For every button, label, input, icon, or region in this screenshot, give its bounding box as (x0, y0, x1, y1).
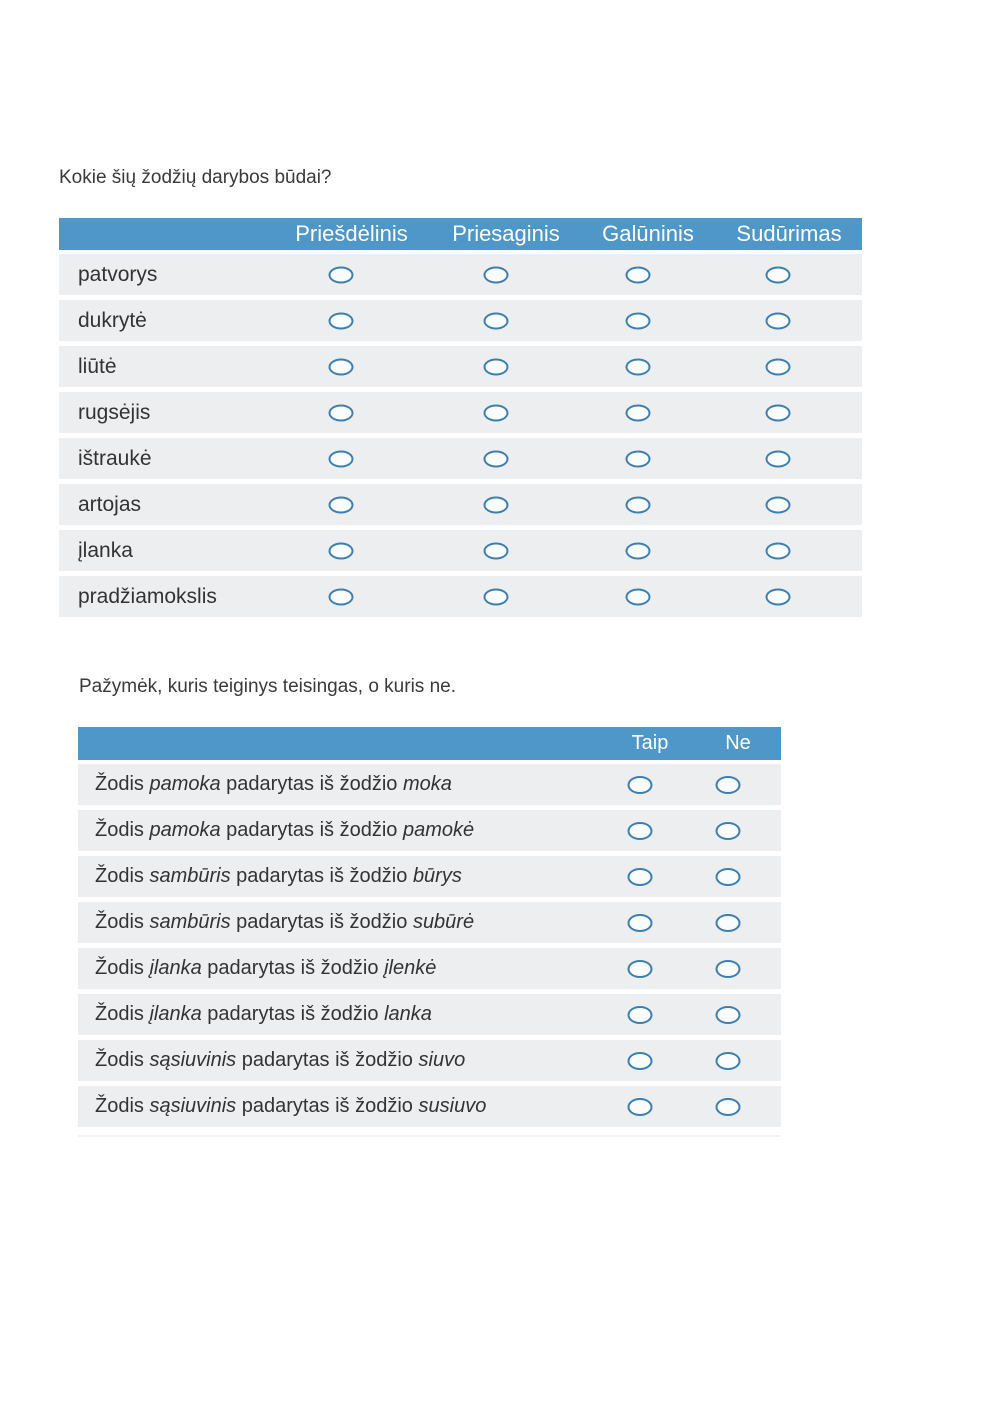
statement-prefix: Žodis (95, 957, 150, 979)
radio-option[interactable] (628, 868, 653, 886)
radio-option[interactable] (766, 404, 791, 421)
radio-option[interactable] (626, 496, 651, 513)
statement-source: būrys (412, 865, 462, 887)
true-false-table (78, 727, 781, 1127)
radio-option[interactable] (626, 542, 651, 559)
radio-option[interactable] (628, 822, 653, 840)
table-row (78, 810, 781, 851)
radio-option[interactable] (628, 960, 653, 978)
statement-word: sambūris (149, 911, 231, 933)
statement-prefix: Žodis (95, 1003, 150, 1025)
statement-middle: padarytas iš žodžio (201, 1003, 385, 1025)
radio-option[interactable] (329, 496, 354, 513)
radio-option[interactable] (626, 450, 651, 467)
table-row (78, 1040, 781, 1081)
statement-prefix: Žodis (95, 1049, 150, 1071)
radio-option[interactable] (716, 1052, 741, 1070)
statement-middle: padarytas iš žodžio (201, 957, 385, 979)
word-label: rugsėjis (78, 400, 151, 424)
column-header-priesdelinis: Priešdėlinis (295, 221, 408, 246)
statement-label (95, 810, 474, 851)
radio-option[interactable] (626, 588, 651, 605)
question-1-title: Kokie šių žodžių darybos būdai? (59, 167, 332, 188)
radio-option[interactable] (628, 1006, 653, 1024)
radio-option[interactable] (484, 266, 509, 283)
statement-word: pamoka (149, 773, 221, 795)
table-row (59, 300, 862, 341)
radio-option[interactable] (484, 358, 509, 375)
statement-label (95, 902, 474, 943)
statement-source: įlenkė (384, 957, 437, 979)
radio-option[interactable] (329, 358, 354, 375)
statement-label (95, 1040, 465, 1081)
radio-option[interactable] (484, 450, 509, 467)
statement-prefix: Žodis (95, 773, 150, 795)
table-row (59, 438, 862, 479)
statement-source: siuvo (418, 1049, 466, 1071)
radio-option[interactable] (766, 358, 791, 375)
statement-source: subūrė (412, 911, 475, 933)
table-header (78, 727, 781, 760)
statement-prefix: Žodis (95, 911, 150, 933)
statement-source: pamokė (402, 819, 475, 841)
table-row (78, 948, 781, 989)
table-row (78, 856, 781, 897)
statement-label (95, 948, 436, 989)
radio-option[interactable] (766, 542, 791, 559)
radio-option[interactable] (716, 776, 741, 794)
radio-option[interactable] (716, 1098, 741, 1116)
word-label: dukrytė (78, 308, 147, 332)
statement-word: sąsiuvinis (149, 1049, 237, 1071)
radio-option[interactable] (329, 404, 354, 421)
radio-option[interactable] (329, 312, 354, 329)
radio-option[interactable] (628, 914, 653, 932)
radio-option[interactable] (329, 450, 354, 467)
statement-prefix: Žodis (95, 819, 150, 841)
radio-option[interactable] (766, 450, 791, 467)
statement-word: sąsiuvinis (149, 1095, 237, 1117)
word-label: patvorys (78, 262, 158, 286)
radio-option[interactable] (626, 266, 651, 283)
statement-middle: padarytas iš žodžio (230, 865, 413, 887)
statement-prefix: Žodis (95, 1095, 150, 1117)
statement-prefix: Žodis (95, 865, 150, 887)
column-header-suduerimas: Sudūrimas (736, 221, 842, 246)
word-formation-table (59, 218, 862, 617)
table-bottom-divider (78, 1135, 781, 1137)
column-header-ne: Ne (725, 732, 751, 754)
radio-option[interactable] (484, 542, 509, 559)
radio-option[interactable] (484, 496, 509, 513)
radio-option[interactable] (766, 588, 791, 605)
statement-word: sambūris (149, 865, 231, 887)
word-label: ištraukė (78, 446, 152, 470)
radio-option[interactable] (716, 1006, 741, 1024)
table-row (78, 764, 781, 805)
word-label: liūtė (78, 354, 117, 378)
column-header-priesaginis: Priesaginis (452, 221, 560, 246)
statement-source: susiuvo (418, 1095, 487, 1117)
word-label: pradžiamokslis (78, 584, 217, 608)
radio-option[interactable] (716, 868, 741, 886)
table-header (59, 218, 862, 250)
radio-option[interactable] (484, 404, 509, 421)
statement-source: lanka (384, 1003, 432, 1025)
statement-label (95, 856, 462, 897)
statement-middle: padarytas iš žodžio (230, 911, 413, 933)
statement-label (95, 1086, 486, 1127)
radio-option[interactable] (766, 266, 791, 283)
table-row (59, 530, 862, 571)
statement-middle: padarytas iš žodžio (220, 773, 403, 795)
radio-option[interactable] (766, 496, 791, 513)
statement-middle: padarytas iš žodžio (236, 1095, 419, 1117)
statement-word: įlanka (149, 957, 202, 979)
statement-label (95, 764, 452, 805)
radio-option[interactable] (329, 588, 354, 605)
table-row (59, 392, 862, 433)
radio-option[interactable] (484, 588, 509, 605)
radio-option[interactable] (716, 822, 741, 840)
radio-option[interactable] (329, 266, 354, 283)
table-row (59, 346, 862, 387)
statement-middle: padarytas iš žodžio (220, 819, 403, 841)
table-row (59, 484, 862, 525)
word-label: artojas (78, 492, 142, 516)
radio-option[interactable] (626, 312, 651, 329)
statement-label (95, 994, 432, 1035)
radio-option[interactable] (628, 1098, 653, 1116)
radio-option[interactable] (628, 1052, 653, 1070)
radio-option[interactable] (329, 542, 354, 559)
question-2-title: Pažymėk, kuris teiginys teisingas, o kuris ne. (79, 676, 456, 697)
radio-option[interactable] (716, 914, 741, 932)
statement-word: įlanka (149, 1003, 202, 1025)
radio-option[interactable] (626, 404, 651, 421)
column-header-galuninis: Galūninis (602, 221, 694, 246)
radio-option[interactable] (766, 312, 791, 329)
radio-option[interactable] (626, 358, 651, 375)
table-row (78, 1086, 781, 1127)
table-row (59, 254, 862, 295)
statement-middle: padarytas iš žodžio (236, 1049, 419, 1071)
radio-option[interactable] (484, 312, 509, 329)
radio-option[interactable] (628, 776, 653, 794)
statement-word: pamoka (149, 819, 221, 841)
table-row (78, 902, 781, 943)
column-header-taip: Taip (631, 732, 669, 754)
table-row (59, 576, 862, 617)
radio-option[interactable] (716, 960, 741, 978)
table-row (78, 994, 781, 1035)
statement-source: moka (402, 773, 452, 795)
word-label: įlanka (78, 538, 133, 562)
